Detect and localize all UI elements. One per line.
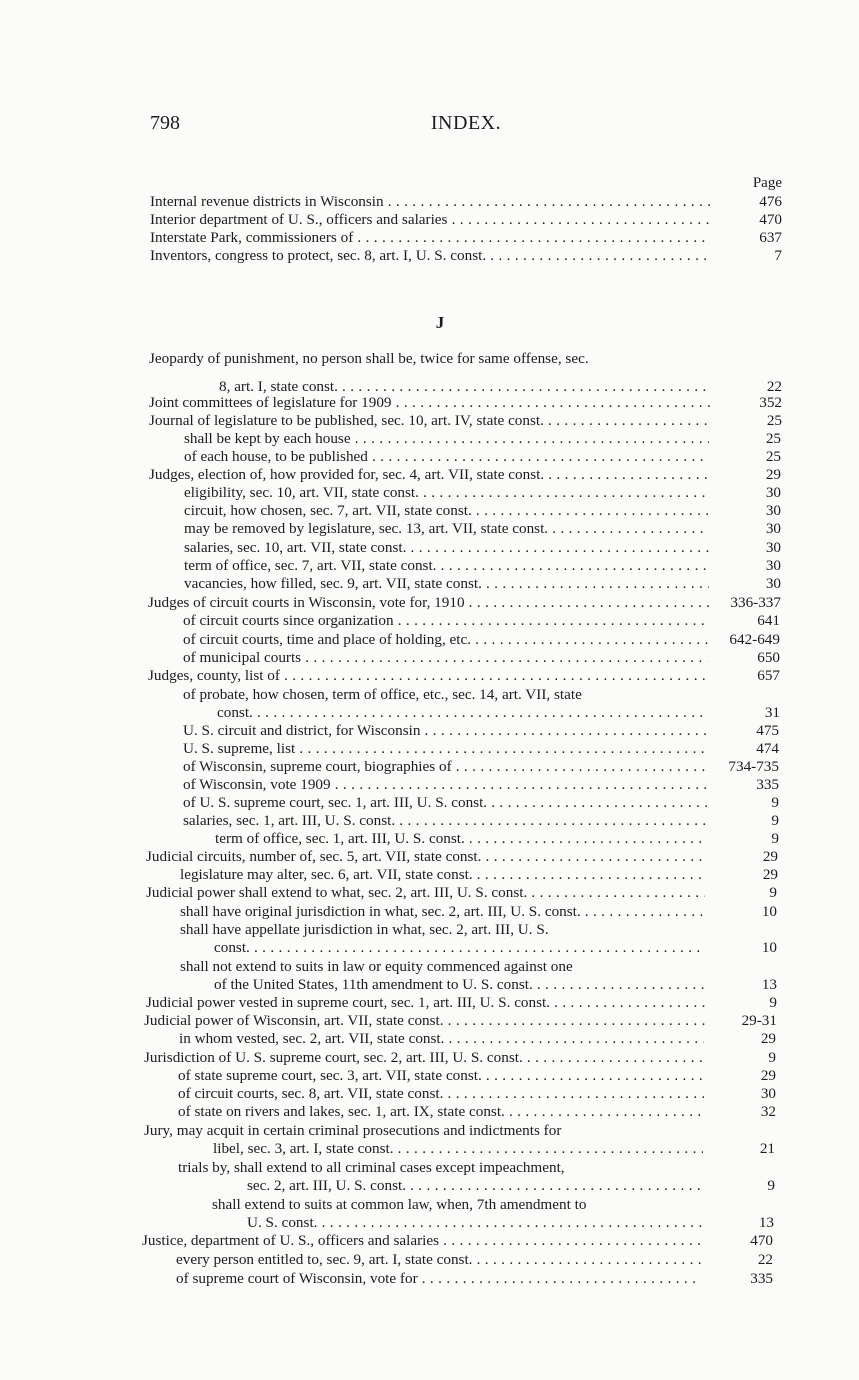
entry-text: of state on rivers and lakes, sec. 1, art. IX, state const. . . . <box>178 1103 704 1121</box>
entry-text: Jeopardy of punishment, no person shall be, twice for same offense, sec. <box>149 350 589 367</box>
entry-text: of supreme court of Wisconsin, vote for . . . <box>176 1270 701 1288</box>
entry-page-ref: 9 <box>771 812 779 829</box>
entry-text: Interior department of U. S., officers and salaries . . . <box>150 211 710 229</box>
entry-page-ref: 29 <box>760 1067 776 1084</box>
entry-page-ref: 32 <box>760 1103 776 1120</box>
entry-page-ref: 29 <box>765 466 781 483</box>
entry-text: of probate, how chosen, term of office, etc., sec. 14, art. VII, state <box>183 686 582 703</box>
entry-page-ref: 9 <box>768 1049 776 1066</box>
entry-text: libel, sec. 3, art. I, state const. . . . <box>213 1140 703 1158</box>
entry-text: Judges of circuit courts in Wisconsin, vote for, 1910 . . . <box>148 594 709 612</box>
entry-page-ref: 29-31 <box>741 1012 777 1029</box>
entry-page-ref: 352 <box>759 394 782 411</box>
index-entry <box>180 866 778 884</box>
entry-page-ref: 9 <box>771 794 779 811</box>
index-entry <box>150 193 782 211</box>
index-entry <box>184 448 781 466</box>
index-entry <box>183 631 780 649</box>
entry-text: Internal revenue districts in Wisconsin . . . <box>150 193 710 211</box>
entry-page-ref: 30 <box>765 502 781 519</box>
entry-text: Judicial power vested in supreme court, sec. 1, art. III, U. S. const. . . . <box>146 994 705 1012</box>
entry-page-ref: 9 <box>769 884 777 901</box>
entry-page-ref: 30 <box>765 539 781 556</box>
entry-text: of the United States, 11th amendment to U. S. const. . . . <box>214 976 705 994</box>
entry-text: Interstate Park, commissioners of . . . <box>150 229 710 247</box>
entry-text: const. . . . <box>217 704 708 722</box>
index-entry <box>148 667 780 685</box>
entry-text: of state supreme court, sec. 3, art. VII, state const. . . . <box>178 1067 704 1085</box>
index-entry <box>149 466 781 484</box>
entry-text: Jury, may acquit in certain criminal prosecutions and indictments for <box>144 1122 562 1139</box>
entry-text: in whom vested, sec. 2, art. VII, state const. . . . <box>179 1030 704 1048</box>
index-entry <box>150 229 782 247</box>
index-entry <box>184 520 781 538</box>
entry-page-ref: 25 <box>766 412 782 429</box>
entry-page-ref: 641 <box>757 612 780 629</box>
entry-text: may be removed by legislature, sec. 13, art. VII, state const. . . . <box>184 520 709 538</box>
index-entry <box>178 1103 776 1121</box>
index-entry <box>178 1067 776 1085</box>
index-entry-continued <box>149 350 782 368</box>
index-entry <box>146 994 777 1012</box>
entry-text: shall not extend to suits in law or equity commenced against one <box>180 958 573 975</box>
entry-text: Judicial circuits, number of, sec. 5, art. VII, state const. . . . <box>146 848 706 866</box>
entry-text: of each house, to be published . . . <box>184 448 709 466</box>
entry-text: term of office, sec. 7, art. VII, state const. . . . <box>184 557 709 575</box>
entry-text: Joint committees of legislature for 1909 . . . <box>149 394 710 412</box>
index-entry <box>183 740 779 758</box>
index-entry <box>146 848 778 866</box>
entry-page-ref: 30 <box>765 484 781 501</box>
index-entry <box>184 502 781 520</box>
index-entry <box>183 649 780 667</box>
entry-page-ref: 476 <box>759 193 782 210</box>
entry-page-ref: 31 <box>764 704 780 721</box>
index-entry <box>183 812 779 830</box>
entry-text: salaries, sec. 10, art. VII, state const. . . . <box>184 539 709 557</box>
index-entry <box>213 1140 775 1158</box>
index-entry <box>144 1049 776 1067</box>
entry-page-ref: 470 <box>750 1232 773 1249</box>
index-entry <box>179 1030 776 1048</box>
entry-page-ref: 29 <box>762 848 778 865</box>
index-entry <box>142 1232 773 1250</box>
entry-text: shall have original jurisdiction in what, sec. 2, art. III, U. S. const. . . . <box>180 903 705 921</box>
page-number: 798 <box>150 112 180 134</box>
entry-text: shall be kept by each house . . . <box>184 430 709 448</box>
index-entry <box>247 1214 774 1232</box>
entry-page-ref: 470 <box>759 211 782 228</box>
entry-text: Jurisdiction of U. S. supreme court, sec. 2, art. III, U. S. const. . . . <box>144 1049 704 1067</box>
entry-text: term of office, sec. 1, art. III, U. S. const. . . . <box>215 830 707 848</box>
index-entry <box>176 1251 773 1269</box>
entry-text: sec. 2, art. III, U. S. const. . . . <box>247 1177 703 1195</box>
entry-text: salaries, sec. 1, art. III, U. S. const. . . . <box>183 812 707 830</box>
index-entry <box>184 484 781 502</box>
entry-page-ref: 657 <box>757 667 780 684</box>
index-entry <box>144 1012 777 1030</box>
entry-text: Judges, election of, how provided for, sec. 4, art. VII, state const. . . . <box>149 466 709 484</box>
entry-page-ref: 25 <box>765 430 781 447</box>
index-entry-continued <box>178 1159 704 1177</box>
index-entry <box>183 612 780 630</box>
entry-page-ref: 734-735 <box>728 758 779 775</box>
index-entry <box>247 1177 775 1195</box>
entry-page-ref: 29 <box>760 1030 776 1047</box>
index-entry-continued <box>212 1196 704 1214</box>
running-title: INDEX. <box>430 112 502 134</box>
index-entry <box>184 430 781 448</box>
entry-text: legislature may alter, sec. 6, art. VII, state const. . . . <box>180 866 706 884</box>
index-entry-continued <box>144 1122 704 1140</box>
entry-text: circuit, how chosen, sec. 7, art. VII, state const. . . . <box>184 502 709 520</box>
entry-text: 8, art. I, state const. . . . <box>219 378 710 396</box>
entry-page-ref: 9 <box>771 830 779 847</box>
index-entry <box>184 539 781 557</box>
entry-page-ref: 7 <box>774 247 782 264</box>
index-entry <box>180 903 777 921</box>
index-entry <box>149 412 782 430</box>
index-entry <box>150 211 782 229</box>
index-entry <box>176 1270 773 1288</box>
entry-page-ref: 21 <box>759 1140 775 1157</box>
entry-page-ref: 22 <box>766 378 782 395</box>
entry-text: Justice, department of U. S., officers and salaries . . . <box>142 1232 701 1250</box>
entry-text: of circuit courts, time and place of holding, etc. . . . <box>183 631 708 649</box>
entry-text: shall have appellate jurisdiction in what, sec. 2, art. III, U. S. <box>180 921 549 938</box>
entry-text: of municipal courts . . . <box>183 649 708 667</box>
index-entry-continued <box>183 686 707 704</box>
entry-page-ref: 9 <box>769 994 777 1011</box>
entry-page-ref: 30 <box>765 557 781 574</box>
entry-page-ref: 29 <box>762 866 778 883</box>
index-entry <box>214 939 777 957</box>
entry-text: of Wisconsin, vote 1909 . . . <box>183 776 707 794</box>
index-entry <box>146 884 777 902</box>
index-entry <box>214 976 777 994</box>
index-entry <box>183 776 779 794</box>
entry-text: U. S. circuit and district, for Wisconsin . . . <box>183 722 707 740</box>
index-entry <box>183 758 779 776</box>
entry-text: of circuit courts, sec. 8, art. VII, state const. . . . <box>178 1085 704 1103</box>
index-entry-continued <box>180 958 706 976</box>
entry-text: const. . . . <box>214 939 705 957</box>
index-entry <box>150 247 782 265</box>
entry-text: trials by, shall extend to all criminal cases except impeachment, <box>178 1159 565 1176</box>
entry-text: vacancies, how filled, sec. 9, art. VII, state const. . . . <box>184 575 709 593</box>
index-entry <box>184 575 781 593</box>
entry-page-ref: 475 <box>756 722 779 739</box>
index-entry-continued <box>180 921 706 939</box>
index-entry <box>148 594 781 612</box>
entry-text: eligibility, sec. 10, art. VII, state const. . . . <box>184 484 709 502</box>
entry-page-ref: 474 <box>756 740 779 757</box>
entry-page-ref: 335 <box>750 1270 773 1287</box>
page-column-label: Page <box>752 175 782 191</box>
entry-page-ref: 25 <box>765 448 781 465</box>
entry-text: Judges, county, list of . . . <box>148 667 708 685</box>
index-entry <box>183 794 779 812</box>
index-entry <box>149 394 782 412</box>
entry-text: Journal of legislature to be published, sec. 10, art. IV, state const. . . . <box>149 412 710 430</box>
entry-page-ref: 30 <box>765 575 781 592</box>
entry-text: every person entitled to, sec. 9, art. I, state const. . . . <box>176 1251 701 1269</box>
entry-page-ref: 335 <box>756 776 779 793</box>
index-entry <box>215 830 779 848</box>
entry-page-ref: 10 <box>761 903 777 920</box>
entry-text: Judicial power of Wisconsin, art. VII, state const. . . . <box>144 1012 705 1030</box>
entry-page-ref: 637 <box>759 229 782 246</box>
entry-text: U. S. const. . . . <box>247 1214 702 1232</box>
entry-page-ref: 9 <box>767 1177 775 1194</box>
entry-page-ref: 10 <box>761 939 777 956</box>
index-entry <box>184 557 781 575</box>
running-head <box>150 112 782 136</box>
entry-text: of circuit courts since organization . . . <box>183 612 708 630</box>
index-entry <box>183 722 779 740</box>
index-entry <box>217 704 780 722</box>
entry-page-ref: 650 <box>757 649 780 666</box>
entry-page-ref: 22 <box>757 1251 773 1268</box>
index-entry <box>178 1085 776 1103</box>
section-letter: J <box>435 313 445 332</box>
entry-text: U. S. supreme, list . . . <box>183 740 707 758</box>
entry-text: shall extend to suits at common law, when, 7th amendment to <box>212 1196 587 1213</box>
entry-page-ref: 30 <box>765 520 781 537</box>
entry-text: of U. S. supreme court, sec. 1, art. III, U. S. const. . . . <box>183 794 707 812</box>
entry-text: of Wisconsin, supreme court, biographies of . . . <box>183 758 707 776</box>
entry-text: Judicial power shall extend to what, sec. 2, art. III, U. S. const. . . . <box>146 884 705 902</box>
entry-page-ref: 642-649 <box>729 631 780 648</box>
entry-text: Inventors, congress to protect, sec. 8, art. I, U. S. const. . . . <box>150 247 710 265</box>
entry-page-ref: 13 <box>758 1214 774 1231</box>
entry-page-ref: 30 <box>760 1085 776 1102</box>
entry-page-ref: 13 <box>761 976 777 993</box>
entry-page-ref: 336-337 <box>730 594 781 611</box>
